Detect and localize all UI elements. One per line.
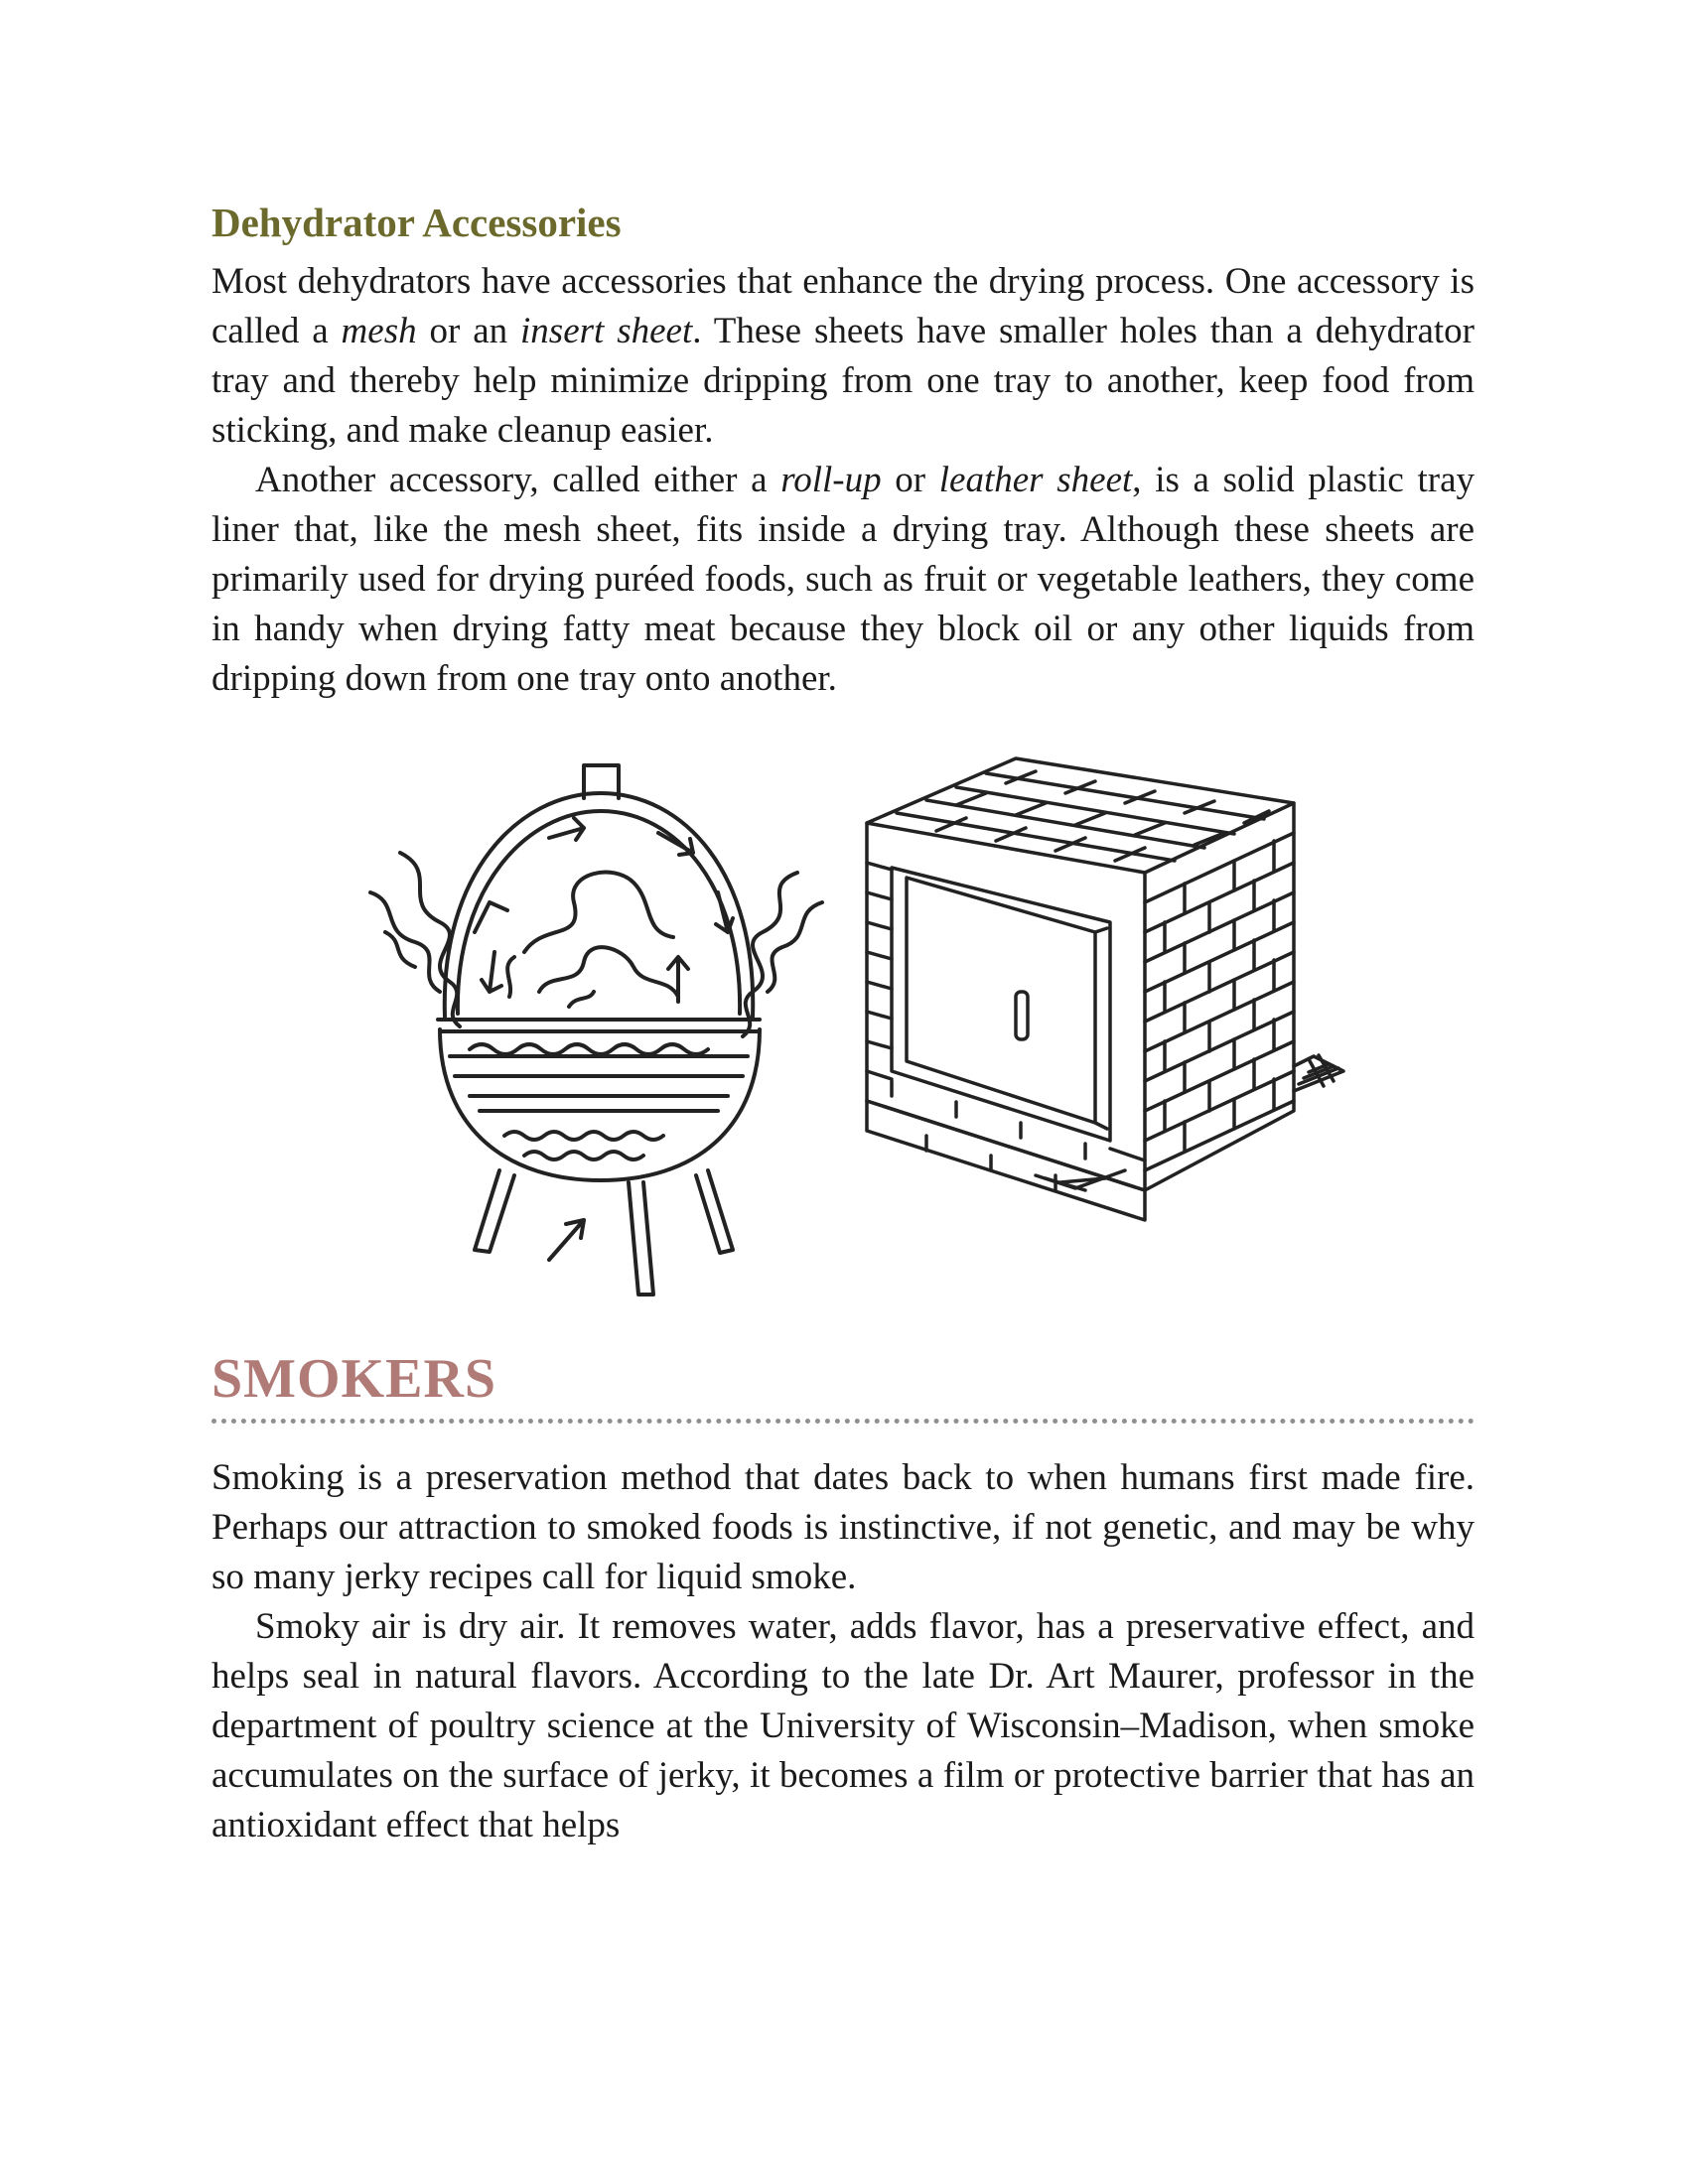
text-run: or an [416, 311, 521, 352]
smokers-paragraph-1: Smoking is a preservation method that dates back to when humans first made fire. Perhaps our attraction to smoked foods is instinctive, if not genetic, and may be why so many jerky recipes call for liquid smoke. [211, 1456, 1475, 1597]
section-divider [211, 1419, 1475, 1424]
page-content [211, 199, 1475, 1850]
brick-smokehouse-illustration [847, 753, 1363, 1230]
dehydrator-accessories-heading: Dehydrator Accessories [211, 200, 622, 245]
term-mesh: mesh [341, 311, 417, 352]
smokers-heading: SMOKERS [211, 1348, 497, 1411]
term-leather-sheet: leather sheet [938, 460, 1133, 501]
text-run: Another accessory, called either a [255, 460, 781, 501]
smoker-illustrations [211, 753, 1475, 1309]
dehydrator-paragraph-2 [211, 456, 1475, 704]
text-run: , is a solid plastic tray liner that, like the mesh sheet, fits inside a drying tray. Although these sheets are primarily used for drying puréed foods, such as fruit or vegetable leathers, they come in handy when drying fatty meat because they block oil or any other liquids from dripping down from one tray onto another. [211, 460, 1476, 700]
term-roll-up: roll-up [780, 460, 882, 501]
dehydrator-paragraph-1 [211, 257, 1475, 456]
kettle-smoker-illustration [331, 753, 827, 1309]
text-run: . These sheets have smaller holes than a dehydrator tray and thereby help minimize dripping from one tray to another, keep food from sticking, and make cleanup easier. [211, 311, 1475, 452]
term-insert-sheet: insert sheet [520, 311, 693, 352]
smokers-paragraph-2: Smoky air is dry air. It removes water, adds flavor, has a preservative effect, and helps seal in natural flavors. According to the late Dr. Art Maurer, professor in the department of poultry science at the University of Wisconsin–Madison, when smoke accumulates on the surface of jerky, it becomes a film or protective barrier that has an antioxidant effect that helps [211, 1605, 1475, 1845]
text-run: Most dehydrators have accessories that enhance the drying process. One accessory is called a [211, 261, 1475, 352]
text-run: or [881, 460, 939, 501]
